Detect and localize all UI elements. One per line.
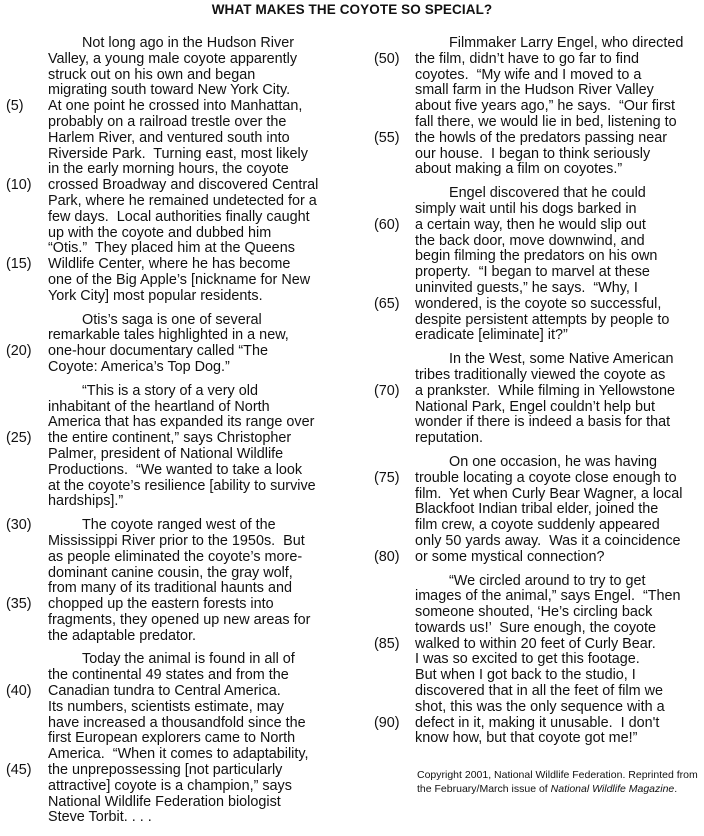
line-text: discovered that in all the feet of film we bbox=[415, 683, 663, 700]
line-text: the back door, move downwind, and bbox=[415, 232, 645, 249]
text-line bbox=[0, 447, 350, 463]
line-text: The coyote ranged west of the bbox=[82, 517, 276, 534]
line-text: inhabitant of the heartland of North bbox=[48, 398, 270, 415]
line-text: Harlem River, and ventured south into bbox=[48, 129, 290, 146]
text-line bbox=[368, 700, 704, 716]
line-text: up with the coyote and dubbed him bbox=[48, 224, 272, 241]
line-number: (15) bbox=[6, 256, 32, 273]
paragraph bbox=[0, 384, 350, 510]
text-line bbox=[368, 147, 704, 163]
line-text: only 50 yards away. Was it a coincidence bbox=[415, 532, 681, 549]
text-line bbox=[0, 289, 350, 305]
left-column bbox=[0, 36, 350, 834]
text-line bbox=[368, 265, 704, 281]
text-line bbox=[0, 99, 350, 115]
line-text: hardships].” bbox=[48, 493, 124, 510]
line-text: the howls of the predators passing near bbox=[415, 129, 667, 146]
line-number: (80) bbox=[374, 548, 400, 565]
line-text: property. “I began to marvel at these bbox=[415, 264, 650, 281]
line-text: the entire continent,” says Christopher bbox=[48, 430, 292, 447]
text-line bbox=[0, 479, 350, 495]
line-number: (75) bbox=[374, 469, 400, 486]
line-number: (20) bbox=[6, 343, 32, 360]
passage-title: WHAT MAKES THE COYOTE SO SPECIAL? bbox=[211, 2, 493, 17]
line-number: (60) bbox=[374, 216, 400, 233]
line-text: in the early morning hours, the coyote bbox=[48, 161, 289, 178]
line-text: Park, where he remained undetected for a bbox=[48, 192, 317, 209]
text-line bbox=[0, 131, 350, 147]
text-line bbox=[0, 400, 350, 416]
text-line bbox=[368, 202, 704, 218]
text-line bbox=[0, 384, 350, 400]
line-number: (85) bbox=[374, 635, 400, 652]
line-text: at the coyote’s resilience [ability to survive bbox=[48, 477, 316, 494]
line-text: someone shouted, ‘He’s circling back bbox=[415, 604, 653, 621]
text-line bbox=[0, 581, 350, 597]
line-text: York City] most popular residents. bbox=[48, 287, 263, 304]
line-text: Otis’s saga is one of several bbox=[82, 311, 262, 328]
line-text: chopped up the eastern forests into bbox=[48, 596, 274, 613]
text-line bbox=[368, 352, 704, 368]
line-text: the unprepossessing [not particularly bbox=[48, 762, 283, 779]
text-line bbox=[0, 566, 350, 582]
text-line bbox=[368, 384, 704, 400]
line-text: a certain way, then he would slip out bbox=[415, 216, 646, 233]
line-text: fragments, they opened up new areas for bbox=[48, 611, 311, 628]
text-line bbox=[0, 534, 350, 550]
magazine-name: National Wildlife Magazine bbox=[550, 783, 675, 795]
text-line bbox=[0, 241, 350, 257]
text-line bbox=[0, 360, 350, 376]
text-line bbox=[368, 400, 704, 416]
text-line bbox=[0, 629, 350, 645]
text-line bbox=[0, 700, 350, 716]
text-line bbox=[0, 194, 350, 210]
line-text: dominant canine cousin, the gray wolf, bbox=[48, 564, 293, 581]
line-text: Coyote: America’s Top Dog.” bbox=[48, 358, 230, 375]
text-line bbox=[368, 518, 704, 534]
text-line bbox=[368, 684, 704, 700]
text-line bbox=[0, 731, 350, 747]
text-line bbox=[368, 471, 704, 487]
text-line bbox=[368, 487, 704, 503]
text-line bbox=[0, 810, 350, 826]
line-text: shot, this was the only sequence with a bbox=[415, 698, 665, 715]
line-text: I was so excited to get this footage. bbox=[415, 651, 640, 668]
line-text: Wildlife Center, where he has become bbox=[48, 256, 291, 273]
line-text: film crew, a coyote suddenly appeared bbox=[415, 517, 660, 534]
text-line bbox=[0, 52, 350, 68]
text-line bbox=[368, 605, 704, 621]
text-line bbox=[0, 178, 350, 194]
paragraph bbox=[0, 36, 350, 305]
text-line bbox=[368, 52, 704, 68]
line-text: our house. I began to think seriously bbox=[415, 145, 651, 162]
line-text: America that has expanded its range over bbox=[48, 414, 315, 431]
text-line bbox=[0, 415, 350, 431]
line-text: tribes traditionally viewed the coyote as bbox=[415, 366, 666, 383]
text-line bbox=[368, 249, 704, 265]
line-text: first European explorers came to North bbox=[48, 730, 296, 747]
line-text: uninvited guests,” he says. “Why, I bbox=[415, 279, 638, 296]
line-text: At one point he crossed into Manhattan, bbox=[48, 98, 303, 115]
text-line bbox=[368, 99, 704, 115]
line-text: Riverside Park. Turning east, most likely bbox=[48, 145, 308, 162]
text-line bbox=[0, 36, 350, 52]
text-line bbox=[368, 652, 704, 668]
line-text: wonder if there is indeed a basis for that bbox=[415, 414, 671, 431]
text-line bbox=[368, 589, 704, 605]
text-line bbox=[0, 210, 350, 226]
text-line bbox=[0, 668, 350, 684]
text-line bbox=[0, 684, 350, 700]
line-text: despite persistent attempts by people to bbox=[415, 311, 670, 328]
line-text: America. “When it comes to adaptability, bbox=[48, 746, 309, 763]
text-line bbox=[368, 281, 704, 297]
line-text: National Wildlife Federation biologist bbox=[48, 793, 281, 810]
line-text: Palmer, president of National Wildlife bbox=[48, 445, 284, 462]
line-text: trouble locating a coyote close enough to bbox=[415, 469, 677, 486]
line-text: Filmmaker Larry Engel, who directed bbox=[449, 35, 684, 51]
paragraph bbox=[0, 652, 350, 826]
text-line bbox=[0, 518, 350, 534]
line-number: (90) bbox=[374, 714, 400, 731]
line-text: Productions. “We wanted to take a look bbox=[48, 461, 303, 478]
line-text: Its numbers, scientists estimate, may bbox=[48, 698, 284, 715]
line-number: (30) bbox=[6, 517, 32, 534]
line-text: remarkable tales highlighted in a new, bbox=[48, 327, 289, 344]
line-text: attractive] coyote is a champion,” says bbox=[48, 777, 292, 794]
line-text: migrating south toward New York City. bbox=[48, 82, 291, 99]
text-line bbox=[0, 226, 350, 242]
line-text: about five years ago,” he says. “Our first bbox=[415, 98, 675, 115]
line-text: small farm in the Hudson River Valley bbox=[415, 82, 654, 99]
text-line bbox=[368, 502, 704, 518]
line-text: about making a film on coyotes.” bbox=[415, 161, 623, 178]
line-text: National Park, Engel couldn’t help but bbox=[415, 398, 655, 415]
line-text: Blackfoot Indian tribal elder, joined the bbox=[415, 501, 659, 518]
text-line bbox=[0, 716, 350, 732]
line-text: as people eliminated the coyote’s more- bbox=[48, 548, 303, 565]
text-line bbox=[368, 637, 704, 653]
line-number: (55) bbox=[374, 129, 400, 146]
text-line bbox=[368, 534, 704, 550]
line-text: Canadian tundra to Central America. bbox=[48, 683, 281, 700]
line-text: the film, didn’t have to go far to find bbox=[415, 50, 639, 67]
line-text: or some mystical connection? bbox=[415, 548, 605, 565]
line-number: (10) bbox=[6, 177, 32, 194]
line-text: Mississippi River prior to the 1950s. But bbox=[48, 532, 305, 549]
paragraph bbox=[368, 352, 704, 447]
line-text: reputation. bbox=[415, 430, 484, 447]
right-column bbox=[368, 36, 704, 755]
line-text: wondered, is the coyote so successful, bbox=[415, 295, 662, 312]
text-line bbox=[0, 273, 350, 289]
line-number: (40) bbox=[6, 683, 32, 700]
line-text: from many of its traditional haunts and bbox=[48, 580, 292, 597]
line-number: (50) bbox=[374, 50, 400, 67]
line-text: fall there, we would lie in bed, listening to bbox=[415, 113, 677, 130]
line-text: Today the animal is found in all of bbox=[82, 651, 295, 668]
line-text: one-hour documentary called “The bbox=[48, 343, 268, 360]
line-text: probably on a railroad trestle over the bbox=[48, 113, 287, 130]
text-line bbox=[368, 574, 704, 590]
line-text: Engel discovered that he could bbox=[449, 185, 646, 202]
text-line bbox=[0, 494, 350, 510]
text-line bbox=[368, 368, 704, 384]
text-line bbox=[368, 455, 704, 471]
paragraph bbox=[368, 186, 704, 344]
paragraph bbox=[368, 574, 704, 748]
text-line bbox=[368, 716, 704, 732]
line-text: the continental 49 states and from the bbox=[48, 667, 289, 684]
text-line bbox=[368, 115, 704, 131]
copyright-text: Copyright 2001, National Wildlife Federation. Reprinted from the February/March issue of bbox=[417, 769, 698, 795]
paragraph bbox=[368, 36, 704, 178]
text-line bbox=[368, 218, 704, 234]
line-text: defect in it, making it unusable. I don't bbox=[415, 714, 660, 731]
text-line bbox=[368, 550, 704, 566]
line-text: begin filming the predators on his own bbox=[415, 248, 658, 265]
line-number: (5) bbox=[6, 98, 24, 115]
text-line bbox=[0, 597, 350, 613]
copyright-end: . bbox=[674, 783, 678, 795]
text-line bbox=[0, 550, 350, 566]
text-line bbox=[0, 83, 350, 99]
text-line bbox=[368, 328, 704, 344]
line-number: (45) bbox=[6, 762, 32, 779]
line-text: eradicate [eliminate] it?” bbox=[415, 327, 568, 344]
line-number: (25) bbox=[6, 430, 32, 447]
text-line bbox=[0, 652, 350, 668]
text-line bbox=[0, 328, 350, 344]
line-number: (35) bbox=[6, 596, 32, 613]
line-text: But when I got back to the studio, I bbox=[415, 667, 636, 684]
line-text: a prankster. While filming in Yellowstone bbox=[415, 382, 675, 399]
line-text: simply wait until his dogs barked in bbox=[415, 200, 637, 217]
line-text: struck out on his own and began bbox=[48, 66, 256, 83]
text-line bbox=[0, 68, 350, 84]
text-line bbox=[0, 344, 350, 360]
line-text: few days. Local authorities finally caught bbox=[48, 208, 310, 225]
text-line bbox=[368, 162, 704, 178]
text-line bbox=[368, 621, 704, 637]
line-text: In the West, some Native American bbox=[449, 351, 674, 368]
line-text: Valley, a young male coyote apparently bbox=[48, 50, 298, 67]
line-text: know how, but that coyote got me!” bbox=[415, 730, 638, 747]
paragraph bbox=[0, 313, 350, 376]
text-line bbox=[0, 162, 350, 178]
line-text: “We circled around to try to get bbox=[449, 572, 646, 589]
paragraph bbox=[368, 455, 704, 566]
text-line bbox=[368, 415, 704, 431]
line-text: Not long ago in the Hudson River bbox=[82, 35, 294, 51]
text-line bbox=[368, 431, 704, 447]
text-line bbox=[0, 313, 350, 329]
line-text: one of the Big Apple’s [nickname for New bbox=[48, 271, 311, 288]
text-line bbox=[0, 463, 350, 479]
text-line bbox=[0, 613, 350, 629]
copyright-notice bbox=[417, 768, 704, 796]
line-text: crossed Broadway and discovered Central bbox=[48, 177, 319, 194]
text-line bbox=[0, 779, 350, 795]
text-line bbox=[0, 747, 350, 763]
line-number: (65) bbox=[374, 295, 400, 312]
line-text: walked to within 20 feet of Curly Bear. bbox=[415, 635, 656, 652]
text-line bbox=[368, 668, 704, 684]
line-text: have increased a thousandfold since the bbox=[48, 714, 306, 731]
text-line bbox=[368, 36, 704, 52]
text-line bbox=[368, 234, 704, 250]
paragraph bbox=[0, 518, 350, 644]
line-text: Steve Torbit. . . . bbox=[48, 809, 152, 826]
line-text: towards us!’ Sure enough, the coyote bbox=[415, 619, 657, 636]
text-line bbox=[0, 257, 350, 273]
text-line bbox=[368, 186, 704, 202]
text-line bbox=[0, 147, 350, 163]
text-line bbox=[0, 763, 350, 779]
line-text: coyotes. “My wife and I moved to a bbox=[415, 66, 642, 83]
text-line bbox=[368, 68, 704, 84]
line-text: images of the animal,” says Engel. “Then bbox=[415, 588, 681, 605]
line-text: the adaptable predator. bbox=[48, 627, 197, 644]
line-text: “Otis.” They placed him at the Queens bbox=[48, 240, 295, 257]
text-line bbox=[368, 131, 704, 147]
text-line bbox=[368, 83, 704, 99]
text-line bbox=[0, 431, 350, 447]
line-text: On one occasion, he was having bbox=[449, 453, 657, 470]
text-line bbox=[368, 297, 704, 313]
line-text: film. Yet when Curly Bear Wagner, a local bbox=[415, 485, 683, 502]
text-line bbox=[368, 313, 704, 329]
line-text: “This is a story of a very old bbox=[82, 382, 258, 399]
line-number: (70) bbox=[374, 382, 400, 399]
text-line bbox=[368, 731, 704, 747]
text-line bbox=[0, 795, 350, 811]
text-line bbox=[0, 115, 350, 131]
